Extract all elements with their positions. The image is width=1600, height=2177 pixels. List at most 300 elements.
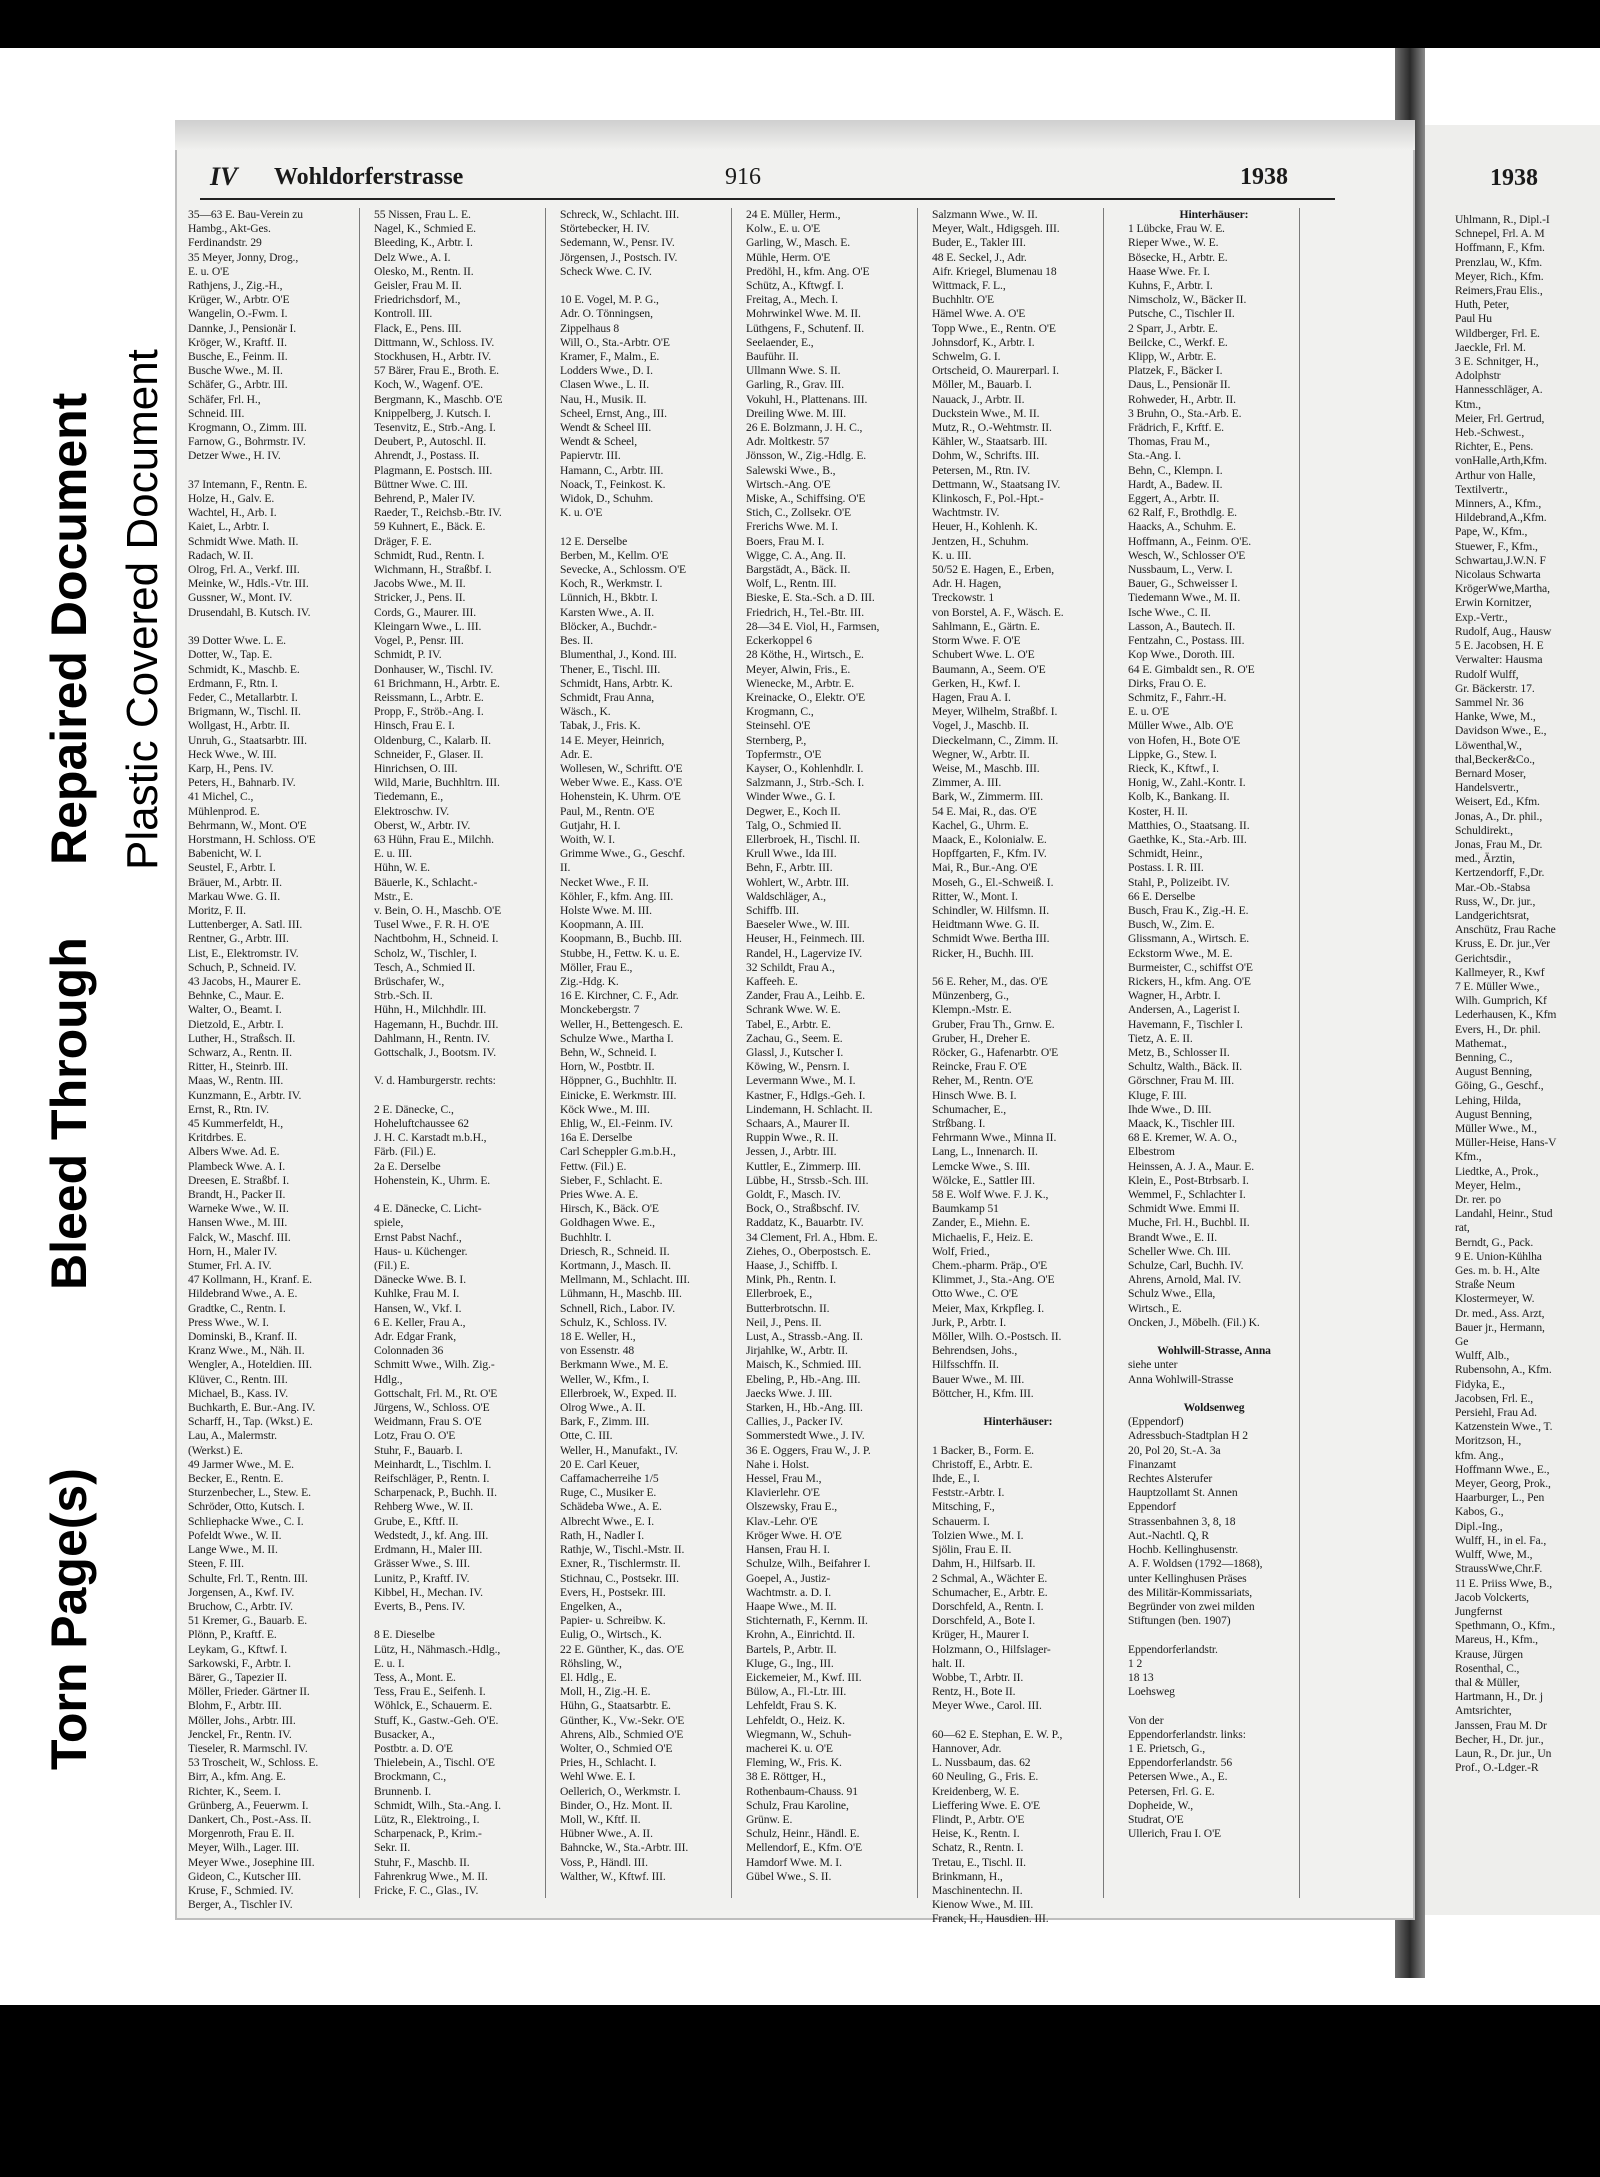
directory-entry: Dreesen, E. Straßbf. I. <box>188 1173 290 1187</box>
facing-page-entry: Persiehl, Frau Ad. <box>1455 1406 1537 1420</box>
directory-entry: Baumkamp 51 <box>932 1202 999 1216</box>
directory-entry: Woith, W. I. <box>560 832 615 846</box>
directory-entry: Kröger, W., Kraftf. II. <box>188 335 287 349</box>
directory-entry: Schmidt, Frau Anna, <box>560 690 655 704</box>
facing-page-entry: Amtsrichter, <box>1455 1704 1512 1718</box>
directory-entry: Ahrens, Arnold, Mal. IV. <box>1128 1273 1241 1287</box>
facing-page-entry: Liedtke, A., Prok., <box>1455 1164 1539 1178</box>
directory-entry: Mühlenprod. E. <box>188 804 260 818</box>
directory-entry: Zachau, G., Seem. E. <box>746 1031 843 1045</box>
directory-entry: Kreidenberg, W. E. <box>932 1784 1020 1798</box>
directory-entry: Maas, W., Rentn. III. <box>188 1074 284 1088</box>
directory-entry: Stricker, J., Pens. II. <box>374 591 466 605</box>
directory-entry: Wohlert, W., Arbtr. III. <box>746 875 849 889</box>
directory-entry <box>374 1089 546 1103</box>
directory-entry: Cords, G., Maurer. III. <box>374 605 477 619</box>
directory-entry: Horstmann, H. Schloss. O'E <box>188 832 316 846</box>
directory-entry: 41 Michel, C., <box>188 790 254 804</box>
directory-entry: Frerichs Wwe. M. I. <box>746 520 838 534</box>
facing-page-entry: Bauer jr., Hermann, <box>1455 1320 1545 1334</box>
facing-page-entry: Anschütz, Frau Rache <box>1455 923 1556 937</box>
directory-entry: Finanzamt <box>1128 1457 1177 1471</box>
directory-entry: Kuttler, E., Zimmerp. III. <box>746 1159 861 1173</box>
directory-entry: Plagmann, E. Postsch. III. <box>374 463 493 477</box>
directory-entry: Hoheluftchaussee 62 <box>374 1117 470 1130</box>
directory-entry: Zander, Frau A., Leihb. E. <box>746 989 865 1003</box>
directory-entry: Albers Wwe. Ad. E. <box>188 1145 280 1159</box>
facing-page-entry: vonHalle,Arth,Kfm. <box>1455 454 1547 468</box>
directory-entry: 14 E. Meyer, Heinrich, <box>560 733 665 747</box>
directory-entry: Topfermstr., O'E <box>746 747 822 761</box>
directory-entry: Kreinacke, O., Elektr. O'E <box>746 690 865 704</box>
directory-entry: Buchhltr. O'E <box>932 293 994 307</box>
directory-entry: Hambg., Akt-Ges. <box>188 222 271 236</box>
facing-page-entry: Müller-Heise, Hans-V <box>1455 1136 1557 1150</box>
facing-page-entry: Benning, C., <box>1455 1050 1513 1064</box>
page-header <box>210 162 1310 202</box>
directory-entry: Leykam, G., Kftwf. I. <box>188 1642 287 1656</box>
directory-entry: Tretau, E., Tischl. II. <box>932 1855 1026 1869</box>
facing-page-entry: Verwalter: Hausma <box>1455 653 1543 667</box>
directory-entry: Loehsweg <box>1128 1685 1175 1699</box>
directory-entry: Tess, A., Mont. E. <box>374 1670 456 1684</box>
directory-entry: 50/52 E. Hagen, E., Erben, <box>932 563 1054 577</box>
directory-entry: Storm Wwe. F. O'E <box>932 634 1021 648</box>
directory-entry: 2a E. Derselbe <box>374 1159 441 1173</box>
directory-entry: Kluge, F. III. <box>1128 1088 1187 1102</box>
directory-entry: Grimme Wwe., G., Geschf. <box>560 847 685 861</box>
directory-entry: Deubert, P., Autoschl. II. <box>374 435 487 449</box>
directory-entry: 63 Hühn, Frau E., Milchh. <box>374 832 494 846</box>
facing-page-entry: Katzenstein Wwe., T. <box>1455 1420 1553 1434</box>
column-1 <box>188 208 360 1912</box>
directory-entry: Papiervtr. III. <box>560 449 621 463</box>
directory-entry: Engelken, A., <box>560 1599 622 1613</box>
directory-entry: Scharpenack, P., Buchh. II. <box>374 1486 497 1500</box>
directory-entry: Lünnich, H., Bkbtr. I. <box>560 591 658 605</box>
directory-entry: Hinsch, Frau E. I. <box>374 719 455 733</box>
directory-entry: Bleeding, K., Arbtr. I. <box>374 236 473 250</box>
directory-entry: Schulze, Carl, Buchh. IV. <box>1128 1259 1244 1273</box>
scan-defect-labels <box>30 349 180 1770</box>
facing-page-entry: Dr. med., Ass. Arzt, <box>1455 1306 1545 1320</box>
directory-entry: Bülow, A., Fl.-Ltr. III. <box>746 1685 847 1699</box>
directory-entry: Walter, O., Beamt. I. <box>188 1003 282 1017</box>
facing-page-entry: Schuldirekt., <box>1455 823 1513 837</box>
directory-entry: Mstr., E. <box>374 889 414 903</box>
directory-entry: Farnow, G., Bohrmstr. IV. <box>188 435 306 449</box>
facing-page-entry: Prof., O.-Ldger.-R <box>1455 1761 1539 1775</box>
directory-entry: Lunitz, P., Kraftf. IV. <box>374 1571 470 1585</box>
facing-page-entry: Adolphstr <box>1455 369 1501 383</box>
facing-page-entry: Hildebrand,A.,Kfm. <box>1455 511 1547 525</box>
directory-entry: Blohm, F., Arbtr. III. <box>188 1699 282 1713</box>
directory-entry: Adressbuch-Stadtplan H 2 <box>1128 1429 1248 1443</box>
facing-page-entry: Wulff, Alb., <box>1455 1349 1510 1363</box>
directory-entry: Wittmack, F. L., <box>932 279 1006 293</box>
directory-entry: Salzmann, J., Strb.-Sch. I. <box>746 776 865 790</box>
torn-pages-label: Torn Page(s) <box>41 1468 97 1770</box>
directory-entry: Stubbe, H., Fettw. K. u. E. <box>560 946 680 960</box>
directory-entry: Lüthgens, F., Schutenf. II. <box>746 321 865 335</box>
directory-entry: 68 E. Kremer, W. A. O., <box>1128 1131 1237 1145</box>
directory-entry: Reifschläger, P., Rentn. I. <box>374 1472 490 1486</box>
directory-entry: V. d. Hamburgerstr. rechts: <box>374 1074 496 1088</box>
directory-entry: Lippke, G., Stew. I. <box>1128 747 1217 761</box>
directory-entry: Topp Wwe., E., Rentn. O'E <box>932 321 1056 335</box>
directory-entry: Stich, C., Zollsekr. O'E <box>746 506 851 520</box>
directory-entry: 43 Jacobs, H., Maurer E. <box>188 974 301 988</box>
directory-entry: Wolter, O., Schmied O'E <box>560 1741 673 1755</box>
facing-page <box>1425 125 1600 1915</box>
directory-entry: Busch, W., Zim. E. <box>1128 918 1215 932</box>
directory-entry: Wäsch., K. <box>560 705 611 719</box>
directory-entry: Tusel Wwe., F. R. H. O'E <box>374 918 490 932</box>
directory-entry: Gradtke, C., Rentn. I. <box>188 1301 286 1315</box>
directory-entry: Meyer Wwe., Carol. III. <box>932 1699 1042 1713</box>
directory-entry: Brunnenb. I. <box>374 1784 432 1798</box>
facing-page-entry: Kallmeyer, R., Kwf <box>1455 965 1545 979</box>
scan-border-bottom <box>0 2005 1600 2177</box>
directory-entry: Dorschfeld, A., Rentn. I. <box>932 1599 1044 1613</box>
directory-entry: Ische Wwe., C. II. <box>1128 605 1211 619</box>
directory-entry: Pries Wwe. A. E. <box>560 1188 639 1202</box>
directory-entry: Schindler, W. Hilfsmn. II. <box>932 903 1050 917</box>
directory-entry: Vokuhl, H., Plattenans. III. <box>746 392 868 406</box>
directory-entry: Krogmann, O., Zimm. III. <box>188 421 307 435</box>
directory-entry: Maack, K., Tischler III. <box>1128 1117 1235 1130</box>
directory-entry: Dräger, F. E. <box>374 534 432 548</box>
directory-entry: 1 Lübcke, Frau W. E. <box>1128 222 1225 236</box>
facing-page-entry: Exp.-Vertr., <box>1455 610 1508 624</box>
facing-page-entry: Landgerichtsrat, <box>1455 908 1530 922</box>
directory-entry: Hessel, Frau M., <box>746 1472 822 1486</box>
directory-entry: Daus, L., Pensionär II. <box>1128 378 1231 392</box>
directory-entry: 24 E. Müller, Herm., <box>746 208 841 221</box>
directory-entry: Dannke, J., Pensionär I. <box>188 321 297 335</box>
directory-entry <box>188 464 360 478</box>
directory-entry: Dietzold, E., Arbtr. I. <box>188 1017 284 1031</box>
directory-entry: Kolb, K., Bankang. II. <box>1128 790 1230 804</box>
directory-entry: Bösecke, H., Arbtr. E. <box>1128 250 1228 264</box>
directory-entry: Postass. I. R. III. <box>1128 861 1204 875</box>
directory-entry: Eggert, A., Arbtr. II. <box>1128 492 1220 506</box>
directory-entry: Hinrichsen, O. III. <box>374 761 458 775</box>
directory-entry: L. Nussbaum, das. 62 <box>932 1756 1031 1770</box>
directory-entry: Meyer, Wilh., Lager. III. <box>188 1841 299 1855</box>
directory-entry: 55 Nissen, Frau L. E. <box>374 208 471 221</box>
directory-entry: 12 E. Derselbe <box>560 534 628 548</box>
facing-page-entry: Jonas, A., Dr. phil., <box>1455 809 1543 823</box>
directory-entry: Glassl, J., Kutscher I. <box>746 1045 844 1059</box>
directory-entry: Nagel, K., Schmied E. <box>374 222 476 236</box>
directory-entry: Thomas, Frau M., <box>1128 435 1210 449</box>
directory-entry: E. u. O'E <box>1128 705 1170 719</box>
directory-entry <box>1128 1628 1300 1642</box>
directory-entry: Delz Wwe., A. I. <box>374 250 451 264</box>
directory-entry: Platzek, F., Bäcker I. <box>1128 364 1223 378</box>
directory-entry: Dahlmann, H., Rentn. IV. <box>374 1031 490 1045</box>
directory-entry: Rath, H., Nadler I. <box>560 1528 645 1542</box>
directory-entry: 49 Jarmer Wwe., M. E. <box>188 1457 294 1471</box>
facing-page-entry: Ge <box>1455 1335 1469 1349</box>
directory-entry: Wichmann, H., Straßbf. I. <box>374 563 492 577</box>
directory-entry: Warneke Wwe., W. II. <box>188 1202 289 1216</box>
directory-entry: Schulz, Frau Karoline, <box>746 1798 849 1812</box>
directory-entry: Grünw. E. <box>746 1812 793 1826</box>
directory-entry: Fleming, W., Fris. K. <box>746 1756 842 1770</box>
directory-entry: Maack, E., Kolonialw. E. <box>932 832 1047 846</box>
directory-entry: Hühn, W. E. <box>374 861 430 875</box>
directory-entry: Zander, E., Miehn. E. <box>932 1216 1030 1230</box>
directory-entry: Berkmann Wwe., M. E. <box>560 1358 669 1372</box>
directory-entry: Eppendorferlandstr. <box>1128 1642 1218 1656</box>
directory-entry: Moritz, F. II. <box>188 903 246 917</box>
directory-entry: Johnsdorf, K., Arbtr. I. <box>932 335 1035 349</box>
directory-entry: Ellerbroek, W., Exped. II. <box>560 1386 677 1400</box>
directory-entry: Flindt, P., Arbtr. O'E <box>932 1812 1025 1826</box>
directory-entry: Stumer, Frl. A. IV. <box>188 1259 272 1273</box>
directory-entry: Strßbang. I. <box>932 1117 986 1130</box>
directory-entry: Schatz, R., Rentn. I. <box>932 1841 1024 1855</box>
directory-entry: Sta.-Ang. I. <box>1128 449 1181 463</box>
directory-entry: Kolw., E. u. O'E <box>746 222 821 236</box>
directory-entry: Beilcke, C., Werkf. E. <box>1128 335 1228 349</box>
directory-entry: Franck, H., Hausdien. III. <box>932 1912 1049 1926</box>
directory-entry: 47 Kollmann, H., Kranf. E. <box>188 1273 312 1287</box>
directory-entry: Schiffb. III. <box>746 903 799 917</box>
bleed-through-label: Bleed Through <box>41 937 97 1290</box>
facing-page-entry: Wulff, H., in el. Fa., <box>1455 1533 1547 1547</box>
directory-entry: Müller Wwe., Alb. O'E <box>1128 719 1234 733</box>
directory-entry: Adr. E. <box>560 747 593 761</box>
facing-page-entry: Stuewer, F., Kfm., <box>1455 539 1538 553</box>
directory-entry: Kluge, G., Ing., III. <box>746 1656 834 1670</box>
directory-entry: Röhsling, W., <box>560 1656 622 1670</box>
directory-entry: 2 Schmal, A., Wächter E. <box>932 1571 1048 1585</box>
facing-page-entry: Löwenthal,W., <box>1455 738 1522 752</box>
directory-entry: Schultz, Walth., Bäck. II. <box>1128 1060 1243 1074</box>
directory-entry: Raeder, T., Reichsb.-Btr. IV. <box>374 506 502 520</box>
directory-entry: Ricker, H., Buchh. III. <box>932 946 1034 960</box>
directory-entry: Krüger, H., Maurer I. <box>932 1628 1029 1642</box>
directory-entry: Haase Wwe. Fr. I. <box>1128 264 1210 278</box>
directory-entry: Schmidt, Rud., Rentn. I. <box>374 548 485 562</box>
directory-entry: Zig.-Hdg. K. <box>560 974 619 988</box>
directory-entry: Maisch, K., Schmied. III. <box>746 1358 862 1372</box>
directory-entry: E. u. III. <box>374 847 412 861</box>
facing-page-year: 1938 <box>1490 165 1538 191</box>
directory-entry: Schmidt, Wilh., Sta.-Ang. I. <box>374 1798 501 1812</box>
facing-page-entry: Wilh. Gumprich, Kf <box>1455 994 1547 1008</box>
directory-entry: 59 Kuhnert, E., Bäck. E. <box>374 520 486 534</box>
directory-entry <box>932 1401 1104 1415</box>
directory-entry: 35—63 E. Bau-Verein zu <box>188 208 303 221</box>
facing-page-entry: Meyer, Rich., Kfm. <box>1455 269 1544 283</box>
directory-entry: Möller, Frieder. Gärtner II. <box>188 1685 310 1699</box>
directory-entry: Ruppin Wwe., R. II. <box>746 1131 839 1145</box>
directory-entry: Lieffering Wwe. E. O'E <box>932 1798 1040 1812</box>
directory-entry: Kruse, F., Schmied. IV. <box>188 1883 294 1897</box>
directory-entry: Birr, A., kfm. Ang. E. <box>188 1770 286 1784</box>
directory-entry: Bartels, P., Arbtr. II. <box>746 1642 837 1656</box>
directory-entry: Anna Wohlwill-Strasse <box>1128 1372 1234 1386</box>
directory-entry: Blöcker, A., Buchdr.- <box>560 619 657 633</box>
facing-page-entry: kfm. Ang., <box>1455 1448 1504 1462</box>
directory-entry: Schmitt Wwe., Wilh. Zig.- <box>374 1358 495 1372</box>
directory-entry: Möller, Johs., Arbtr. III. <box>188 1713 296 1727</box>
directory-entry: 62 Ralf, F., Brothdlg. E. <box>1128 506 1237 520</box>
directory-entry: Mühle, Herm. O'E <box>746 250 831 264</box>
directory-entry: Hopffgarten, F., Kfm. IV. <box>932 847 1047 861</box>
directory-entry: 4 E. Dänecke, C. Licht- <box>374 1202 482 1216</box>
facing-page-entry: Janssen, Frau M. Dr <box>1455 1718 1547 1732</box>
directory-entry: Busacker, A., <box>374 1727 435 1741</box>
directory-entry: 56 E. Reher, M., das. O'E <box>932 974 1048 988</box>
directory-entry: Jönsson, W., Zig.-Hdlg. E. <box>746 449 867 463</box>
directory-entry: Begründer von zwei milden <box>1128 1599 1255 1613</box>
directory-entry: Walther, W., Kftwf. III. <box>560 1869 666 1883</box>
directory-entry: Postbtr. a. D. O'E <box>374 1741 453 1755</box>
directory-entry: Heise, K., Rentn. I. <box>932 1827 1020 1841</box>
directory-entry: Meyer, Wilhelm, Straßbf. I. <box>932 705 1058 719</box>
directory-entry: Dohm, W., Schrifts. III. <box>932 449 1040 463</box>
directory-entry: Schauerm. I. <box>932 1514 990 1528</box>
facing-page-entry: 5 E. Jacobsen, H. E <box>1455 639 1544 653</box>
directory-entry: Grube, E., Kftf. II. <box>374 1514 459 1528</box>
directory-entry: Becker, E., Rentn. E. <box>188 1472 284 1486</box>
directory-entry: Ortscheid, O. Maurerparl. I. <box>932 364 1059 378</box>
directory-entry: Vogel, J., Maschb. II. <box>932 719 1029 733</box>
directory-entry: Reher, M., Rentn. O'E <box>932 1074 1033 1088</box>
facing-page-entry: Handelsvertr., <box>1455 781 1519 795</box>
directory-entry: Feder, C., Metallarbtr. I. <box>188 690 298 704</box>
directory-entry: Wölcke, E., Sattler III. <box>932 1173 1035 1187</box>
directory-entry: Schaars, A., Maurer II. <box>746 1117 850 1130</box>
directory-entry: Winder Wwe., G. I. <box>746 790 836 804</box>
directory-entry: Schumacher, E., <box>932 1102 1007 1116</box>
directory-entry: 28—34 E. Viol, H., Farmsen, <box>746 619 880 633</box>
volume-number: IV <box>210 162 238 191</box>
directory-entry: Brüschafer, W., <box>374 974 445 988</box>
directory-entry: Wolf, L., Rentn. III. <box>746 577 837 591</box>
directory-entry: 1 2 <box>1128 1656 1143 1670</box>
directory-entry: Gussner, W., Mont. IV. <box>188 591 293 605</box>
directory-entry: Callies, J., Packer IV. <box>746 1415 843 1429</box>
facing-page-entry: med., Ärztin, <box>1455 852 1515 866</box>
directory-entry: Schliephacke Wwe., C. I. <box>188 1514 304 1528</box>
facing-page-entry: Mathemat., <box>1455 1036 1507 1050</box>
directory-entry: Dopheide, W., <box>1128 1798 1194 1812</box>
facing-page-entry: Pape, W., Kfm., <box>1455 525 1528 539</box>
facing-page-entry: Bernard Moser, <box>1455 766 1526 780</box>
directory-entry <box>932 1714 1104 1728</box>
directory-entry: Busche, E., Feinm. II. <box>188 350 288 364</box>
directory-entry: Koopmann, B., Buchb. III. <box>560 932 682 946</box>
directory-entry: Kuhlke, Frau M. I. <box>374 1287 460 1301</box>
directory-columns <box>188 208 1338 1926</box>
facing-page-entry: Straße Neum <box>1455 1278 1515 1292</box>
directory-entry: Wachtel, H., Arb. I. <box>188 506 277 520</box>
directory-entry: Falck, W., Maschf. III. <box>188 1230 291 1244</box>
directory-entry: Wiegmann, W., Schuh- <box>746 1727 852 1741</box>
directory-entry: Behn, W., Schneid. I. <box>560 1045 657 1059</box>
directory-entry: Berger, A., Tischler IV. <box>188 1898 293 1912</box>
directory-entry: Gottschalt, Frl. M., Rt. O'E <box>374 1386 498 1400</box>
directory-entry: von Borstel, A. F., Wäsch. E. <box>932 605 1064 619</box>
directory-entry: Hdlg., <box>374 1372 403 1386</box>
facing-page-entry: Krause, Jürgen <box>1455 1647 1523 1661</box>
directory-entry: 20 E. Carl Keuer, <box>560 1457 640 1471</box>
directory-entry: Donhauser, W., Tischl. IV. <box>374 662 494 676</box>
directory-entry: Necket Wwe., F. II. <box>560 875 649 889</box>
facing-page-entry: 11 E. Priiss Wwe, B., <box>1455 1576 1553 1590</box>
directory-entry: Schwelm, G. I. <box>932 350 1001 364</box>
directory-entry: 18 E. Weller, H., <box>560 1330 636 1344</box>
facing-page-entry: Heb.-Schwest., <box>1455 426 1525 440</box>
facing-page-entry: Erwin Kornitzer, <box>1455 596 1532 610</box>
directory-entry: Dittmann, W., Schloss. IV. <box>374 335 495 349</box>
directory-entry: Ruge, C., Musiker E. <box>560 1486 657 1500</box>
directory-entry: 2 Sparr, J., Arbtr. E. <box>1128 321 1218 335</box>
directory-entry: Koster, H. II. <box>1128 804 1188 818</box>
directory-entry: Steen, F. III. <box>188 1557 244 1571</box>
directory-entry: Holze, H., Galv. E. <box>188 492 275 506</box>
directory-entry: 58 E. Wolf Wwe. F. J. K., <box>932 1188 1049 1202</box>
directory-entry: Gruber, H., Dreher E. <box>932 1031 1031 1045</box>
directory-entry: Hämel Wwe. A. O'E <box>932 307 1026 321</box>
directory-entry: des Militär-Kommissariats, <box>1128 1585 1253 1599</box>
directory-entry: Kranz Wwe., M., Näh. II. <box>188 1344 305 1358</box>
facing-page-entry: Minners, A., Kfm., <box>1455 497 1542 511</box>
directory-entry: Petersen Wwe., A., E. <box>1128 1770 1228 1784</box>
facing-page-entry: thal,Becker&Co., <box>1455 752 1535 766</box>
facing-page-entry: Göing, G., Geschf., <box>1455 1079 1544 1093</box>
directory-entry: Clasen Wwe., L. II. <box>560 378 649 392</box>
directory-entry: Bark, F., Zimm. III. <box>560 1415 650 1429</box>
directory-entry: Knippelberg, J. Kutsch. I. <box>374 406 491 420</box>
scan-border-top <box>0 0 1600 48</box>
directory-entry: Ahrens, Alb., Schmied O'E <box>560 1727 684 1741</box>
facing-page-entry: Kertzendorff, F.,Dr. <box>1455 866 1545 880</box>
directory-entry: Hagen, Frau A. I. <box>932 690 1011 704</box>
directory-entry: 60—62 E. Stephan, E. W. P., <box>932 1727 1063 1741</box>
directory-entry: Wengler, A., Hoteldien. III. <box>188 1358 312 1372</box>
directory-entry: Vogel, P., Pensr. III. <box>374 634 464 648</box>
directory-entry: Talg, O., Schmied II. <box>746 818 842 832</box>
directory-entry: Bergmann, K., Maschb. O'E <box>374 392 503 406</box>
directory-entry: Nussbaum, L., Verw. I. <box>1128 563 1233 577</box>
directory-entry: Driesch, R., Schneid. II. <box>560 1244 670 1258</box>
directory-entry: Lühmann, H., Maschb. III. <box>560 1287 682 1301</box>
directory-entry: Caffamacherreihe 1/5 <box>560 1472 659 1486</box>
facing-page-entry: Reimers,Frau Elis., <box>1455 284 1543 298</box>
directory-entry: Günther, K., Vw.-Sekr. O'E <box>560 1713 685 1727</box>
directory-entry: Kaiet, L., Arbtr. I. <box>188 520 270 534</box>
directory-entry: Meinhardt, L., Tischlm. I. <box>374 1457 492 1471</box>
directory-entry: Wachtmstr. IV. <box>932 506 1000 520</box>
directory-entry: Ellerbroek, E., <box>746 1287 813 1301</box>
directory-entry: Putsche, C., Tischler II. <box>1128 307 1235 321</box>
directory-entry: Olszewsky, Frau E., <box>746 1500 838 1514</box>
directory-entry: 2 E. Dänecke, C., <box>374 1102 454 1116</box>
directory-entry: Freitag, A., Mech. I. <box>746 293 838 307</box>
directory-entry: Schulz, Heinr., Händl. E. <box>746 1827 860 1841</box>
directory-entry: Rieck, K., Kftwf., I. <box>1128 761 1219 775</box>
directory-entry: Eppendorf <box>1128 1500 1177 1514</box>
facing-page-entry: Paul Hu <box>1455 312 1492 326</box>
directory-entry: Neil, J., Pens. II. <box>746 1315 822 1329</box>
